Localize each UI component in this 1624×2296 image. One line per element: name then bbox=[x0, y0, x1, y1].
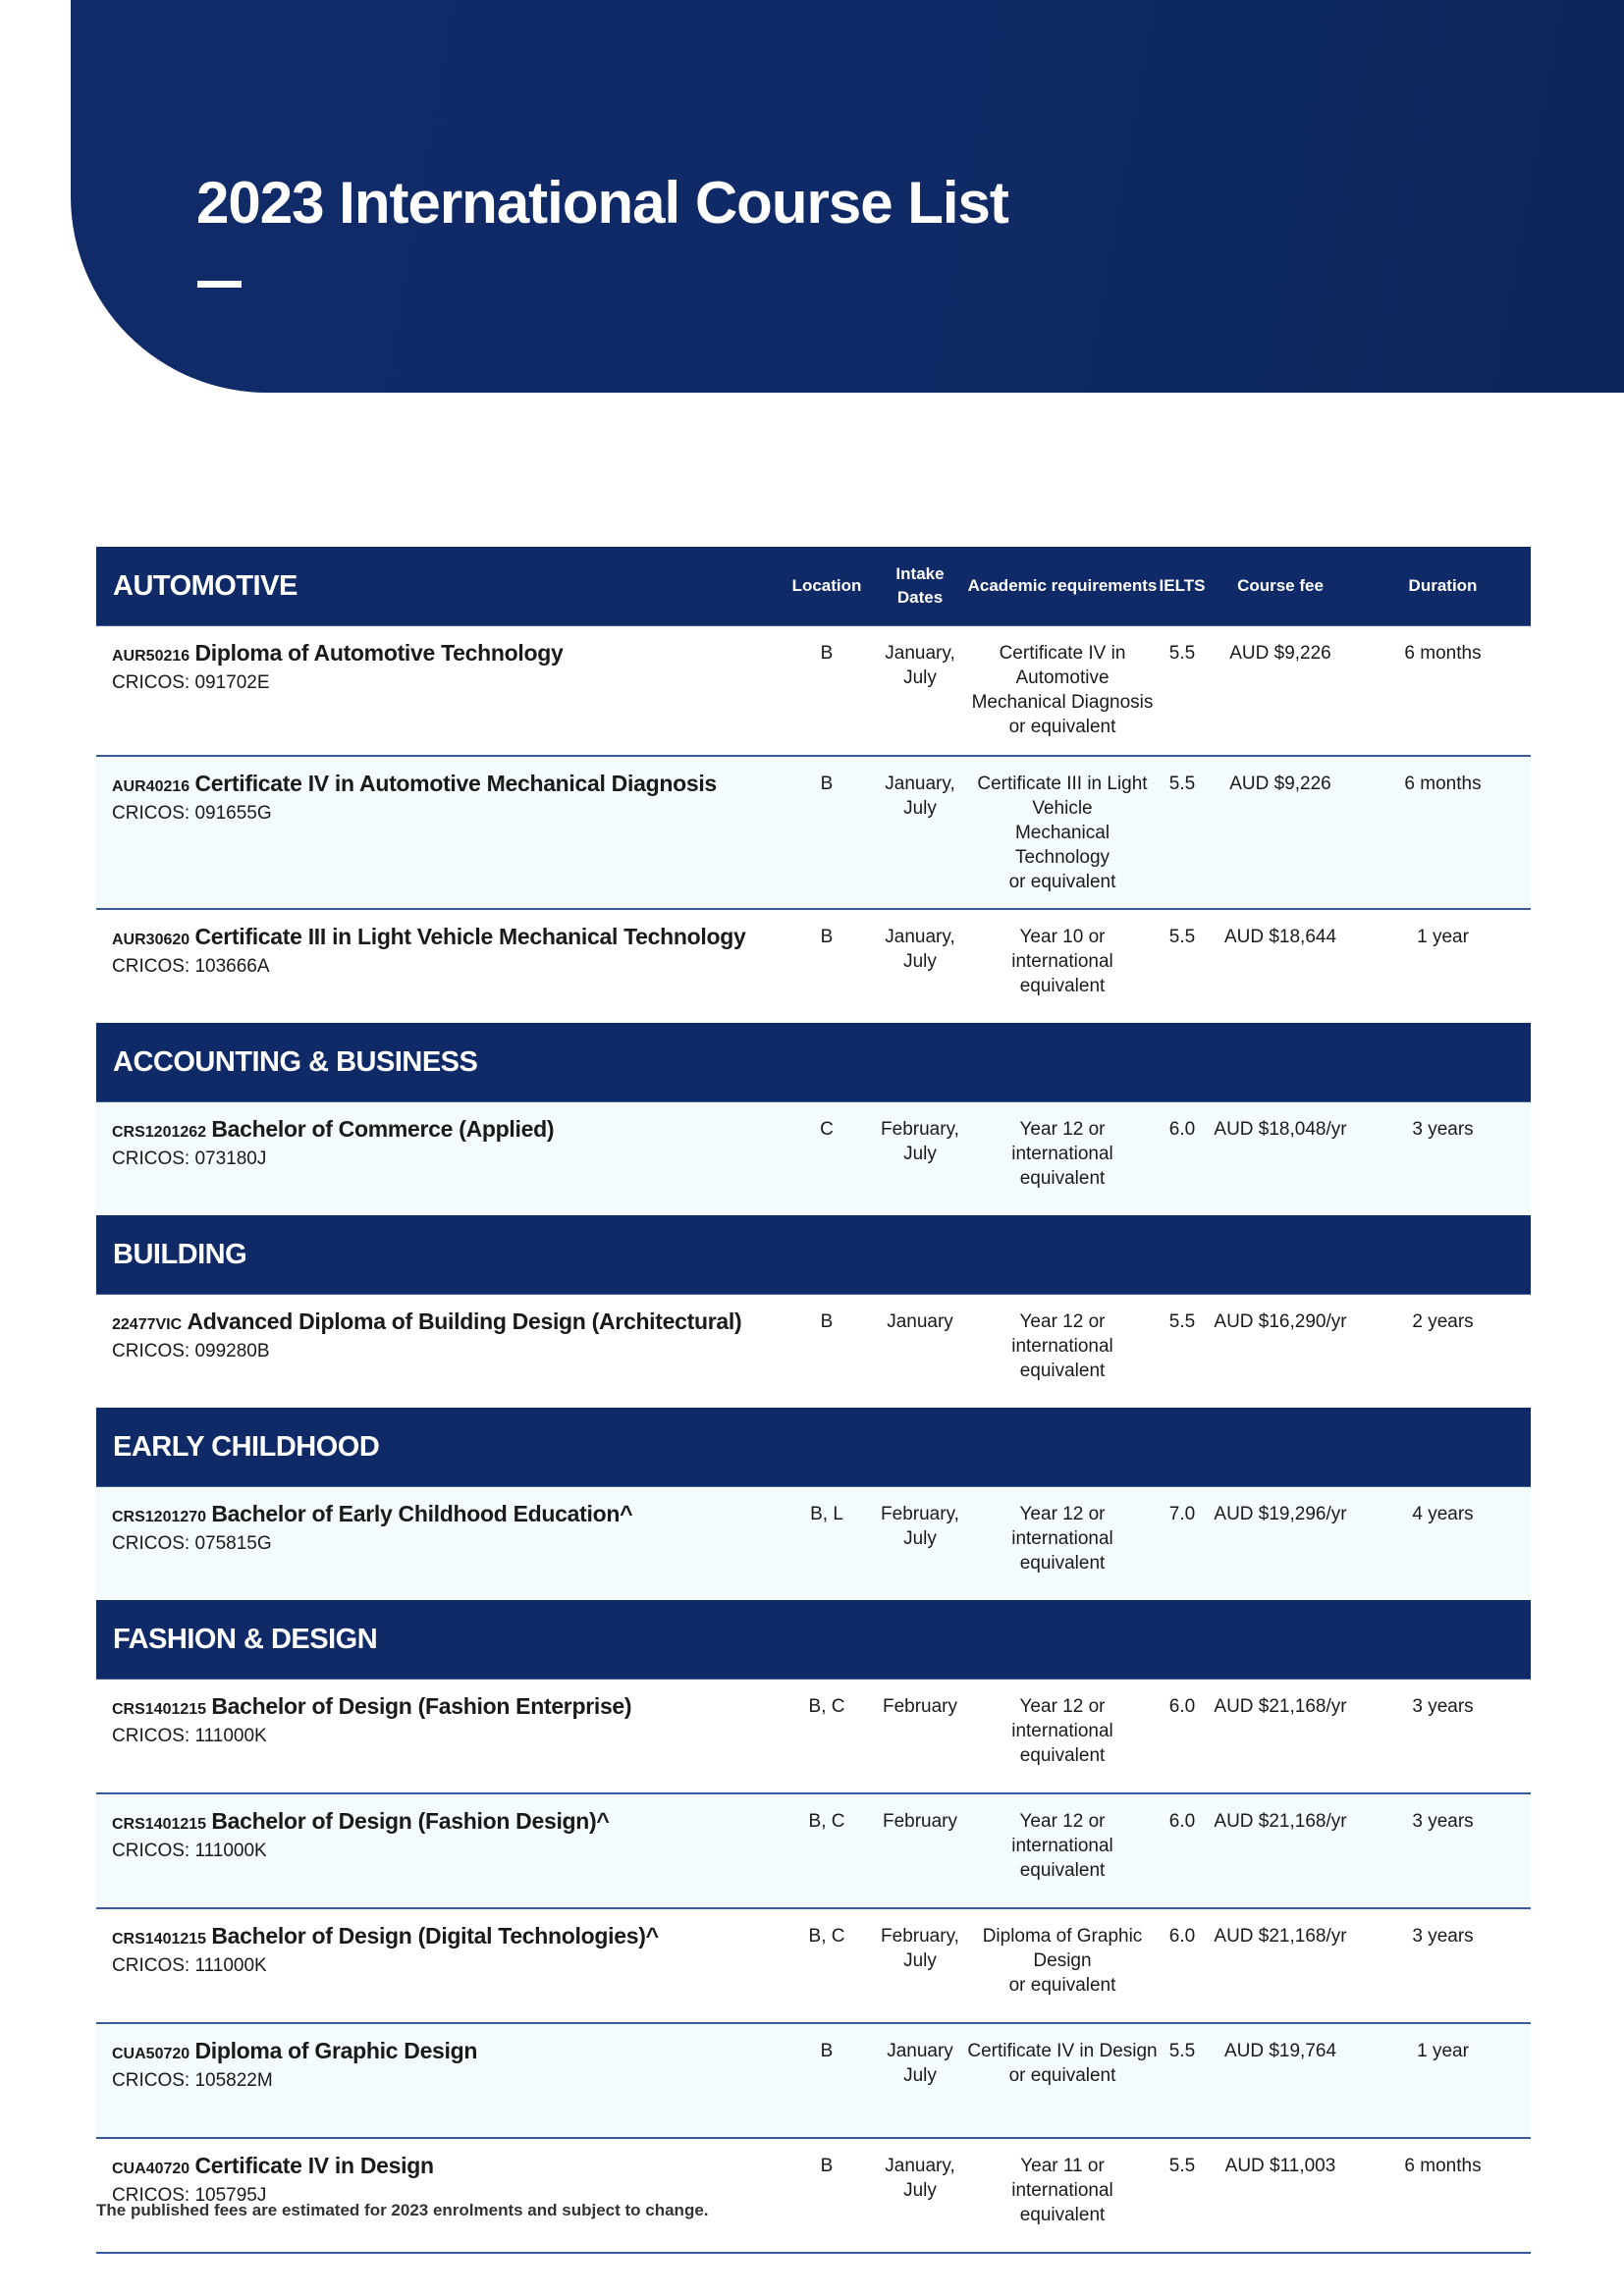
section-header-filler bbox=[780, 1023, 1531, 1102]
course-cell bbox=[96, 1908, 780, 2023]
intake-cell bbox=[874, 1680, 966, 1794]
course-name: Certificate III in Light Vehicle Mechanical Technology bbox=[194, 924, 746, 949]
academic-requirements-cell bbox=[966, 1680, 1159, 1794]
intake-line: July bbox=[903, 1950, 937, 1971]
course-cell bbox=[96, 1680, 780, 1794]
course-row bbox=[96, 2023, 1531, 2138]
location-cell: B, L bbox=[780, 1487, 874, 1601]
course-code: 22477VIC bbox=[112, 1316, 183, 1333]
course-code: CUA50720 bbox=[112, 2046, 190, 2062]
academic-line: Certificate III in Light Vehicle bbox=[977, 774, 1148, 819]
academic-line: equivalent bbox=[1019, 1361, 1106, 1381]
course-fee-cell: AUD $11,003 bbox=[1206, 2138, 1355, 2253]
course-row bbox=[96, 1908, 1531, 2023]
academic-line: Certificate IV in Automotive bbox=[999, 643, 1126, 688]
course-code: CUA40720 bbox=[112, 2161, 190, 2177]
course-name: Advanced Diploma of Building Design (Architectural) bbox=[187, 1308, 742, 1334]
course-cell bbox=[96, 756, 780, 909]
course-fee-cell: AUD $18,644 bbox=[1223, 927, 1337, 947]
intake-line: July bbox=[903, 798, 937, 819]
duration-cell: 1 year bbox=[1355, 2023, 1531, 2138]
section-header bbox=[96, 1215, 1531, 1295]
intake-cell bbox=[874, 1102, 966, 1216]
course-row bbox=[96, 1680, 1531, 1794]
course-row bbox=[96, 1793, 1531, 1908]
ielts-cell: 5.5 bbox=[1159, 2023, 1206, 2138]
academic-line: Year 12 or international bbox=[1011, 1696, 1113, 1741]
duration-cell: 3 years bbox=[1355, 1793, 1531, 1908]
intake-line: January, bbox=[885, 774, 955, 794]
academic-line: equivalent bbox=[1019, 1860, 1106, 1881]
section-header bbox=[96, 1408, 1531, 1487]
course-name: Bachelor of Design (Digital Technologies)^ bbox=[211, 1923, 659, 1949]
course-row bbox=[96, 626, 1531, 757]
course-name: Bachelor of Design (Fashion Enterprise) bbox=[211, 1693, 632, 1719]
academic-line: Year 11 or international bbox=[1011, 2156, 1113, 2201]
ielts-cell: 6.0 bbox=[1159, 1908, 1206, 2023]
course-code: AUR50216 bbox=[112, 648, 190, 665]
course-list-table bbox=[96, 547, 1531, 2254]
cricos-code: CRICOS: 105795J bbox=[112, 2185, 267, 2206]
duration-cell: 6 months bbox=[1355, 756, 1531, 909]
intake-line: July bbox=[903, 2180, 937, 2201]
cricos-code: CRICOS: 103666A bbox=[112, 956, 270, 977]
intake-cell bbox=[874, 1295, 966, 1409]
course-fee-cell: AUD $18,048/yr bbox=[1206, 1102, 1355, 1216]
cricos-code: CRICOS: 075815G bbox=[112, 1533, 272, 1554]
course-fee-cell: AUD $21,168/yr bbox=[1206, 1793, 1355, 1908]
header-banner bbox=[71, 0, 1624, 393]
academic-requirements-cell bbox=[966, 909, 1159, 1023]
course-code: CRS1401215 bbox=[112, 1701, 207, 1718]
ielts-cell: 7.0 bbox=[1159, 1487, 1206, 1601]
page-title: 2023 International Course List bbox=[196, 170, 1008, 236]
academic-requirements-cell bbox=[966, 1908, 1159, 2023]
intake-header-line: Dates bbox=[896, 588, 944, 607]
academic-requirements-cell bbox=[966, 1793, 1159, 1908]
ielts-cell: 5.5 bbox=[1168, 927, 1196, 947]
course-fee-cell: AUD $9,226 bbox=[1206, 756, 1355, 909]
course-cell bbox=[96, 1295, 780, 1409]
cricos-code: CRICOS: 091655G bbox=[112, 803, 272, 824]
course-cell bbox=[96, 1102, 780, 1216]
course-name: Diploma of Graphic Design bbox=[194, 2038, 478, 2063]
intake-header-line: Intake bbox=[895, 564, 945, 583]
fee-disclaimer: The published fees are estimated for 2023 enrolments and subject to change. bbox=[96, 2201, 709, 2219]
intake-cell bbox=[874, 909, 966, 1023]
cricos-code: CRICOS: 105822M bbox=[112, 2070, 273, 2091]
course-name: Bachelor of Commerce (Applied) bbox=[211, 1116, 555, 1142]
course-fee-cell: AUD $21,168/yr bbox=[1206, 1908, 1355, 2023]
academic-line: Certificate IV in Design bbox=[967, 2041, 1158, 2061]
intake-line: July bbox=[903, 667, 937, 688]
intake-line: February, bbox=[881, 1119, 959, 1140]
academic-line: Diploma of Graphic Design bbox=[982, 1926, 1143, 1971]
ielts-cell: 6.0 bbox=[1159, 1793, 1206, 1908]
section-title: FASHION & DESIGN bbox=[96, 1600, 780, 1680]
intake-cell bbox=[874, 626, 966, 757]
intake-line: January bbox=[887, 1311, 953, 1332]
academic-requirements-cell bbox=[966, 1295, 1159, 1409]
duration-cell: 6 months bbox=[1355, 626, 1531, 757]
column-header-duration: Duration bbox=[1355, 547, 1531, 626]
intake-line: July bbox=[903, 1528, 937, 1549]
duration-cell: 4 years bbox=[1355, 1487, 1531, 1601]
cricos-code: CRICOS: 111000K bbox=[112, 1726, 267, 1746]
course-fee-cell: AUD $9,226 bbox=[1206, 626, 1355, 757]
intake-cell bbox=[874, 756, 966, 909]
location-cell: B bbox=[780, 2023, 874, 2138]
section-header-filler bbox=[780, 1215, 1531, 1295]
academic-line: or equivalent bbox=[1008, 872, 1116, 892]
course-name: Diploma of Automotive Technology bbox=[194, 640, 564, 666]
course-code: CRS1201270 bbox=[112, 1509, 207, 1525]
course-name: Certificate IV in Design bbox=[194, 2153, 434, 2178]
section-title: EARLY CHILDHOOD bbox=[96, 1408, 780, 1487]
column-header-ielts: IELTS bbox=[1159, 547, 1206, 626]
duration-cell: 3 years bbox=[1355, 1680, 1531, 1794]
academic-line: Year 10 or international bbox=[1011, 927, 1113, 972]
course-name: Bachelor of Early Childhood Education^ bbox=[211, 1501, 633, 1526]
cricos-code: CRICOS: 091702E bbox=[112, 672, 270, 693]
course-name: Bachelor of Design (Fashion Design)^ bbox=[211, 1808, 610, 1834]
duration-cell: 3 years bbox=[1355, 1102, 1531, 1216]
course-row bbox=[96, 756, 1531, 909]
academic-line: or equivalent bbox=[1008, 2065, 1116, 2086]
intake-cell bbox=[874, 1487, 966, 1601]
section-header bbox=[96, 1023, 1531, 1102]
academic-line: Year 12 or international bbox=[1011, 1311, 1113, 1357]
title-underline-dash bbox=[197, 281, 242, 288]
academic-line: or equivalent bbox=[1008, 717, 1116, 737]
intake-cell bbox=[874, 1793, 966, 1908]
duration-cell: 6 months bbox=[1355, 2138, 1531, 2253]
location-cell: B bbox=[820, 927, 834, 947]
academic-line: equivalent bbox=[1019, 1168, 1106, 1189]
location-cell: B, C bbox=[780, 1680, 874, 1794]
column-header-fee: Course fee bbox=[1206, 547, 1355, 626]
section-title: ACCOUNTING & BUSINESS bbox=[96, 1023, 780, 1102]
section-header bbox=[96, 547, 1531, 626]
academic-line: Mechanical Diagnosis bbox=[971, 692, 1154, 713]
intake-line: July bbox=[903, 951, 937, 972]
course-fee-cell: AUD $16,290/yr bbox=[1214, 1311, 1347, 1332]
course-row bbox=[96, 1487, 1531, 1601]
cricos-code: CRICOS: 111000K bbox=[112, 1955, 267, 1976]
intake-line: January bbox=[887, 2041, 953, 2061]
location-cell: B, C bbox=[780, 1908, 874, 2023]
section-title: AUTOMOTIVE bbox=[96, 547, 780, 626]
column-header-intake bbox=[874, 547, 966, 626]
section-header-filler bbox=[780, 1408, 1531, 1487]
intake-line: January, bbox=[885, 2156, 955, 2176]
course-cell bbox=[96, 2138, 780, 2253]
academic-line: equivalent bbox=[1019, 976, 1106, 996]
intake-cell bbox=[874, 1908, 966, 2023]
academic-line: Year 12 or international bbox=[1011, 1504, 1113, 1549]
location-cell: B bbox=[780, 756, 874, 909]
ielts-cell: 6.0 bbox=[1159, 1680, 1206, 1794]
duration-cell: 1 year bbox=[1417, 927, 1469, 947]
location-cell: B bbox=[820, 1311, 834, 1332]
cricos-code: CRICOS: 099280B bbox=[112, 1341, 270, 1362]
column-header-academic: Academic requirements bbox=[966, 547, 1159, 626]
course-cell bbox=[96, 1487, 780, 1601]
intake-line: February bbox=[882, 1811, 958, 1832]
location-cell: C bbox=[780, 1102, 874, 1216]
intake-cell bbox=[874, 2138, 966, 2253]
academic-requirements-cell bbox=[966, 756, 1159, 909]
course-fee-cell: AUD $21,168/yr bbox=[1206, 1680, 1355, 1794]
course-row bbox=[96, 909, 1531, 1023]
intake-line: February bbox=[882, 1696, 958, 1717]
academic-line: Year 12 or international bbox=[1011, 1811, 1113, 1856]
duration-cell: 3 years bbox=[1355, 1908, 1531, 2023]
academic-line: Year 12 or international bbox=[1011, 1119, 1113, 1164]
academic-requirements-cell bbox=[966, 2023, 1159, 2138]
course-row bbox=[96, 1102, 1531, 1216]
ielts-cell: 5.5 bbox=[1159, 2138, 1206, 2253]
course-row bbox=[96, 2138, 1531, 2253]
course-row bbox=[96, 1295, 1531, 1409]
course-name: Certificate IV in Automotive Mechanical Diagnosis bbox=[194, 771, 717, 796]
column-header-location: Location bbox=[780, 547, 874, 626]
location-cell: B bbox=[780, 2138, 874, 2253]
course-fee-cell: AUD $19,296/yr bbox=[1206, 1487, 1355, 1601]
location-cell: B, C bbox=[780, 1793, 874, 1908]
intake-line: January, bbox=[885, 927, 955, 947]
academic-line: or equivalent bbox=[1008, 1975, 1116, 1996]
section-header-filler bbox=[780, 1600, 1531, 1680]
course-cell bbox=[96, 909, 780, 1023]
ielts-cell: 5.5 bbox=[1159, 626, 1206, 757]
academic-line: Mechanical Technology bbox=[1014, 823, 1110, 868]
course-cell bbox=[96, 1793, 780, 1908]
intake-line: February, bbox=[881, 1926, 959, 1947]
course-fee-cell: AUD $19,764 bbox=[1206, 2023, 1355, 2138]
academic-requirements-cell bbox=[966, 626, 1159, 757]
course-code: AUR40216 bbox=[112, 778, 190, 795]
intake-cell bbox=[874, 2023, 966, 2138]
academic-requirements-cell bbox=[966, 1102, 1159, 1216]
academic-line: equivalent bbox=[1019, 1553, 1106, 1574]
academic-line: equivalent bbox=[1019, 2205, 1106, 2225]
section-title: BUILDING bbox=[96, 1215, 780, 1295]
ielts-cell: 5.5 bbox=[1159, 756, 1206, 909]
course-code: AUR30620 bbox=[112, 932, 190, 948]
location-cell: B bbox=[780, 626, 874, 757]
intake-line: February, bbox=[881, 1504, 959, 1524]
cricos-code: CRICOS: 073180J bbox=[112, 1148, 267, 1169]
ielts-cell: 6.0 bbox=[1159, 1102, 1206, 1216]
academic-requirements-cell bbox=[966, 2138, 1159, 2253]
intake-line: July bbox=[903, 1144, 937, 1164]
intake-line: July bbox=[903, 2065, 937, 2086]
course-cell bbox=[96, 626, 780, 757]
section-header bbox=[96, 1600, 1531, 1680]
intake-line: January, bbox=[885, 643, 955, 664]
ielts-cell: 5.5 bbox=[1168, 1311, 1196, 1332]
cricos-code: CRICOS: 111000K bbox=[112, 1841, 267, 1861]
academic-line: equivalent bbox=[1019, 1745, 1106, 1766]
course-code: CRS1401215 bbox=[112, 1816, 207, 1833]
duration-cell: 2 years bbox=[1412, 1311, 1474, 1332]
course-code: CRS1201262 bbox=[112, 1124, 207, 1141]
course-code: CRS1401215 bbox=[112, 1931, 207, 1948]
course-cell bbox=[96, 2023, 780, 2138]
academic-requirements-cell bbox=[966, 1487, 1159, 1601]
